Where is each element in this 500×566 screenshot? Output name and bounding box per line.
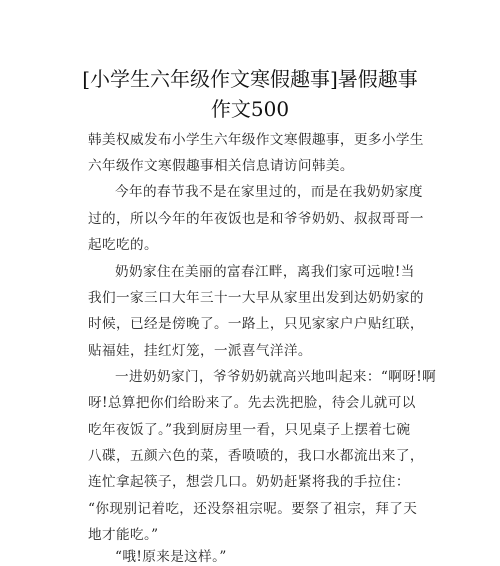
document-title-line-2: 作文500 xyxy=(210,97,290,121)
body-line: 连忙拿起筷子，想尝几口。奶奶赶紧将我的手拉住： xyxy=(88,474,410,490)
body-line: 起吃吃的。 xyxy=(88,237,158,253)
body-line: 过的，所以今年的年夜饭也是和爷爷奶奶、叔叔哥哥一 xyxy=(88,211,424,227)
body-line: 地才能吃。” xyxy=(88,527,159,543)
document-title-line-1: [小学生六年级作文寒假趣事]暑假趣事 xyxy=(82,67,418,91)
body-line: 呀!总算把你们给盼来了。先去洗把脸，待会儿就可以 xyxy=(88,395,416,411)
body-line: “你现别记着吃，还没祭祖宗呢。要祭了祖宗，拜了天 xyxy=(88,501,418,517)
body-line: 今年的春节我不是在家里过的，而是在我奶奶家度 xyxy=(115,184,423,200)
body-line: 一进奶奶家门，爷爷奶奶就高兴地叫起来：“啊呀!啊 xyxy=(115,369,437,385)
body-line: 我们一家三口大年三十一大早从家里出发到达奶奶家的 xyxy=(88,290,424,306)
body-line: 吃年夜饭了。”我到厨房里一看，只见桌子上摆着七碗 xyxy=(88,422,411,438)
body-line: 贴福娃，挂红灯笼，一派喜气洋洋。 xyxy=(88,343,312,359)
body-line: 八碟，五颜六色的菜，香喷喷的，我口水都流出来了， xyxy=(88,448,424,464)
body-line: 奶奶家住在美丽的富春江畔，离我们家可远啦!当 xyxy=(115,264,415,280)
body-line: 六年级作文寒假趣事相关信息请访问韩美。 xyxy=(88,158,354,174)
body-line: 时候，已经是傍晚了。一路上，只见家家户户贴红联， xyxy=(88,316,424,332)
body-line: “哦!原来是这样。” xyxy=(115,549,227,565)
body-line: 韩美权威发布小学生六年级作文寒假趣事，更多小学生 xyxy=(88,132,424,148)
